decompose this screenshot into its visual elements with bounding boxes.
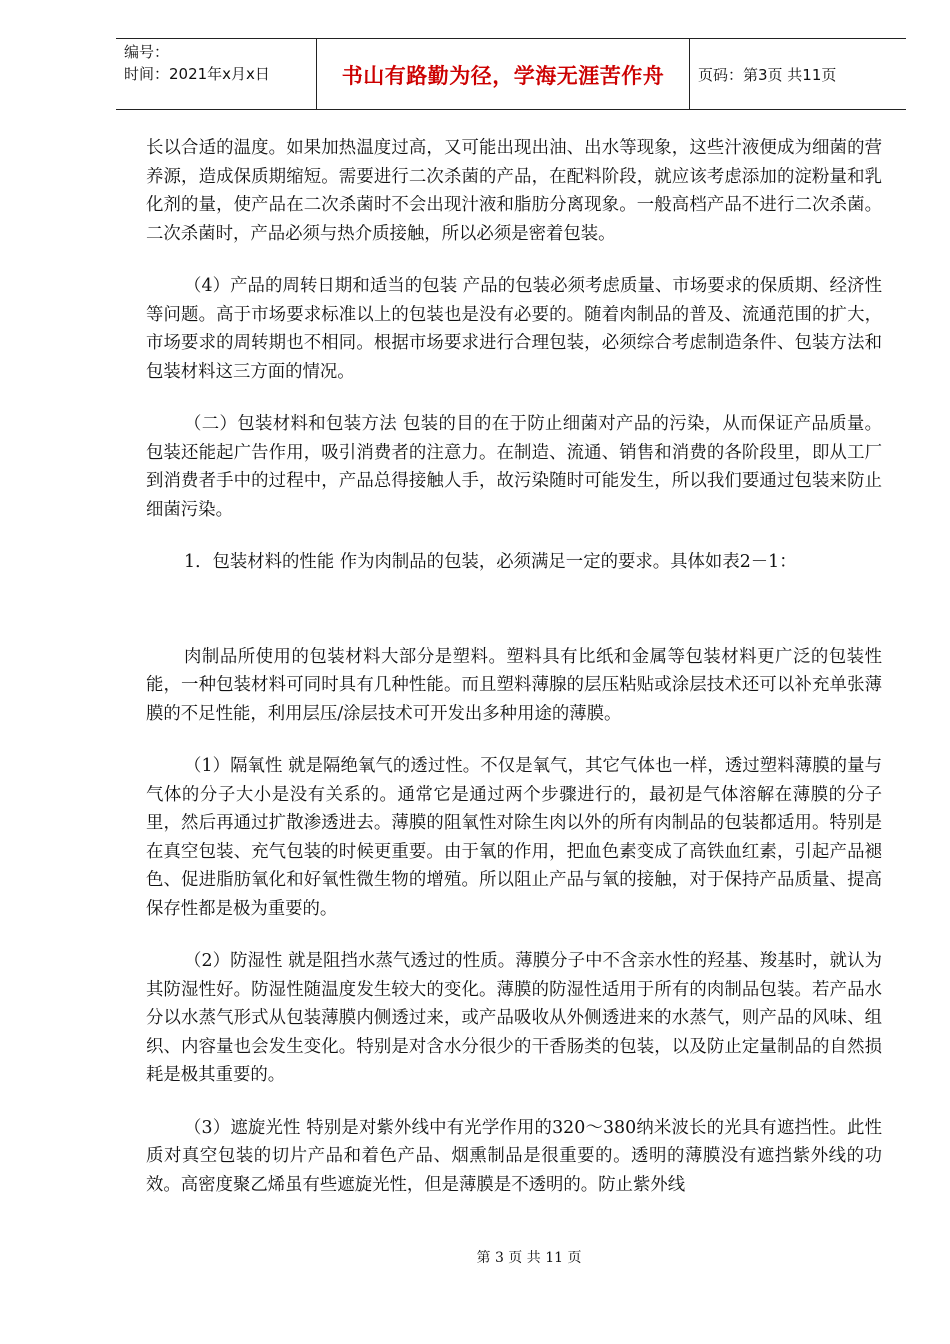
motto-text: 书山有路勤为径，学海无涯苦作舟 [341,64,665,88]
paragraph: （1）隔氧性 就是隔绝氧气的透过性。不仅是氧气，其它气体也一样，透过塑料薄膜的量与气体的分子大小是没有关系的。通常它是通过两个步骤进行的，最初是气体溶解在薄膜的分子里，然后再通过扩散渗透进去。薄膜的阻氧性对除生肉以外的所有肉制品的包装都适用。特别是在真空包装、充气包装的时候更重要。由于氧的作用，把血色素变成了高铁血红素，引起产品褪色、促进脂肪氧化和好氧性微生物的增殖。所以阻止产品与氧的接触，对于保持产品质量、提高保存性都是极为重要的。 [146,756,882,919]
page-header [116,38,906,110]
header-page-number: 页码：第3页 共11页 [698,66,837,84]
paragraph: （3）遮旋光性 特别是对紫外线中有光学作用的320～380纳米波长的光具有遮挡性。此性质对真空包装的切片产品和着色产品、烟熏制品是很重要的。透明的薄膜没有遮挡紫外线的功效。高密度聚乙烯虽有些遮旋光性，但是薄膜是不透明的。防止紫外线 [146,1117,882,1195]
document-body [146,134,882,1223]
footer-page-number: 第 3 页 共 11 页 [476,1250,582,1266]
paragraph: 肉制品所使用的包装材料大部分是塑料。塑料具有比纸和金属等包装材料更广泛的包装性能，一种包装材料可同时具有几种性能。而且塑料薄腺的层压粘贴或涂层技术还可以补充单张薄膜的不足性能，利用层压/涂层技术可开发出多种用途的薄膜。 [146,646,882,724]
header-motto-cell [316,39,690,109]
paragraph: （2）防湿性 就是阻挡水蒸气透过的性质。薄膜分子中不含亲水性的羟基、羧基时，就认为其防湿性好。防湿性随温度发生较大的变化。薄膜的防湿性适用于所有的肉制品包装。若产品水分以水蒸气形式从包装薄膜内侧透过来，或产品吸收从外侧透进来的水蒸气，则产品的风味、组织、内容量也会发生变化。特别是对含水分很少的干香肠类的包装，以及防止定量制品的自然损耗是极其重要的。 [146,951,882,1085]
paragraph: 长以合适的温度。如果加热温度过高，又可能出现出油、出水等现象，这些汁液便成为细菌的营养源，造成保质期缩短。需要进行二次杀菌的产品，在配料阶段，就应该考虑添加的淀粉量和乳化剂的量，使产品在二次杀菌时不会出现汁液和脂肪分离现象。一般高档产品不进行二次杀菌。二次杀菌时，产品必须与热介质接触，所以必须是密着包装。 [146,138,882,244]
date-label: 时间：2021年x月x日 [124,65,270,83]
paragraph: 1．包装材料的性能 作为肉制品的包装，必须满足一定的要求。具体如表2－1： [184,552,797,572]
header-page-cell [690,39,906,109]
serial-number-label: 编号： [124,43,170,61]
header-meta [116,39,316,109]
paragraph: （4）产品的周转日期和适当的包装 产品的包装必须考虑质量、市场要求的保质期、经济性等问题。高于市场要求标准以上的包装也是没有必要的。随着肉制品的普及、流通范围的扩大，市场要求的周转期也不相同。根据市场要求进行合理包装，必须综合考虑制造条件、包装方法和包装材料这三方面的情况。 [146,276,882,382]
page-footer [0,1247,950,1267]
paragraph: （二）包装材料和包装方法 包装的目的在于防止细菌对产品的污染，从而保证产品质量。包装还能起广告作用，吸引消费者的注意力。在制造、流通、销售和消费的各阶段里，即从工厂到消费者手中的过程中，产品总得接触人手，故污染随时可能发生，所以我们要通过包装来防止细菌污染。 [146,414,882,520]
